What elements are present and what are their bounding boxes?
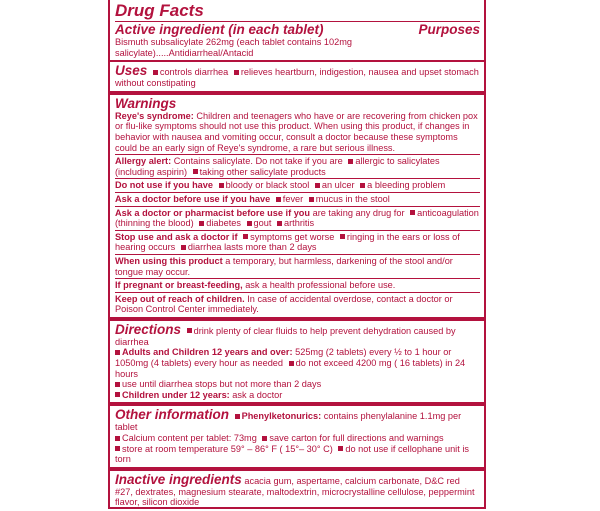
allergy-label: Allergy alert: <box>115 156 172 167</box>
inactive-ingredients-section <box>110 471 484 509</box>
when-using-text: a temporary, but harmless, darkening of the stool and/or tongue may occur. <box>115 255 453 277</box>
drug-facts-panel <box>108 0 486 509</box>
stop-use-item: symptoms get worse <box>250 231 335 242</box>
directions-section <box>110 321 484 407</box>
bullet-icon <box>115 392 120 397</box>
do-not-use <box>115 178 480 191</box>
bullet-icon <box>276 197 281 202</box>
adults-text: 525mg (2 tablets) every ½ to 1 hour or 1050mg (4 tablets) every hour as needed <box>115 347 452 369</box>
when-using-label: When using this product <box>115 255 223 266</box>
bullet-icon <box>243 234 248 239</box>
bullet-icon <box>247 221 252 226</box>
do-not-use-item: a bleeding problem <box>367 180 446 191</box>
directions-heading: Directions <box>115 321 182 337</box>
storage-text: store at room temperature 59° – 86° F ( 15°– 30° C) <box>122 443 333 454</box>
storage-line <box>115 444 480 465</box>
ask-pharmacist-item: diabetes <box>206 218 241 229</box>
reye-text: Children and teenagers who have or are recovering from chicken pox or flu-like symptoms should not use this product. When using this product, if changes in behavior with nausea and vomiting occur, consult a doctor because these symptoms could be an early sign of Reye's syndrome, a rare but serious illness. <box>115 110 478 153</box>
keep-out-label: Keep out of reach of children. <box>115 293 245 304</box>
other-information-heading: Other information <box>115 407 229 423</box>
pku-label: Phenylketonurics: <box>241 411 322 422</box>
save-carton-text: save carton for full directions and warnings <box>269 433 444 444</box>
uses-heading: Uses <box>115 63 148 79</box>
bullet-icon <box>153 70 158 75</box>
bullet-icon <box>338 446 343 451</box>
bullet-icon <box>309 197 314 202</box>
bullet-icon <box>410 210 415 215</box>
stop-use-item: diarrhea lasts more than 2 days <box>187 242 317 253</box>
uses-section <box>110 62 484 95</box>
children-text: ask a doctor <box>232 389 283 400</box>
keep-out-of-reach <box>115 292 480 315</box>
purposes-heading: Purposes <box>418 22 480 37</box>
bullet-icon <box>187 328 192 333</box>
pregnancy-label: If pregnant or breast-feeding, <box>115 280 243 291</box>
adults-label: Adults and Children 12 years and over: <box>122 347 293 358</box>
ask-doctor-item: fever <box>282 193 304 204</box>
when-using <box>115 254 480 277</box>
allergy-text: Contains salicylate. Do not take if you are <box>173 156 343 167</box>
active-ingredient-heading: Active ingredient (in each tablet) <box>115 22 324 37</box>
title-section <box>110 0 484 62</box>
inactive-ingredients-heading: Inactive ingredients <box>115 471 242 487</box>
ask-pharmacist-item: arthritis <box>284 218 315 229</box>
ask-doctor-label: Ask a doctor before use if you have <box>115 193 271 204</box>
drug-facts-title: Drug Facts <box>115 1 204 20</box>
bullet-icon <box>234 70 239 75</box>
bullet-icon <box>219 183 224 188</box>
stop-use-label: Stop use and ask a doctor if <box>115 231 238 242</box>
ask-pharmacist-label: Ask a doctor or pharmacist before use if you <box>115 207 311 218</box>
reye-label: Reye's syndrome: <box>115 110 194 121</box>
ask-pharmacist-item: gout <box>253 218 272 229</box>
warnings-section <box>110 95 484 321</box>
until-directions <box>115 379 480 390</box>
bullet-icon <box>262 436 267 441</box>
warnings-heading: Warnings <box>115 95 177 111</box>
other-information-section <box>110 406 484 470</box>
bullet-icon <box>181 245 186 250</box>
bullet-icon <box>289 361 294 366</box>
do-not-use-item: bloody or black stool <box>225 180 310 191</box>
adults-directions <box>115 347 480 379</box>
directions-intro: drink plenty of clear fluids to help prevent dehydration caused by diarrhea <box>115 325 456 347</box>
pregnancy-text: ask a health professional before use. <box>245 280 396 291</box>
calcium-line <box>115 433 480 444</box>
children-directions <box>115 390 480 401</box>
ask-doctor <box>115 192 480 205</box>
bullet-icon <box>235 414 240 419</box>
max-dose-text: do not exceed 4200 mg ( 16 tablets) in 24 hours <box>115 358 466 379</box>
do-not-use-label: Do not use if you have <box>115 180 214 191</box>
allergy-item: taking other salicylate products <box>199 166 326 177</box>
children-label: Children under 12 years: <box>122 389 230 400</box>
pku-text: contains phenylalanine 1.1mg per tablet <box>115 411 462 433</box>
keep-out-text: In case of accidental overdose, contact a doctor or Poison Control Center immediately. <box>115 293 453 315</box>
do-not-use-item: an ulcer <box>321 180 355 191</box>
bullet-icon <box>348 159 353 164</box>
bullet-icon <box>193 169 198 174</box>
allergy-item: allergic to salicylates (including aspirin) <box>115 156 440 177</box>
bullet-icon <box>199 221 204 226</box>
bullet-icon <box>115 446 120 451</box>
until-text: use until diarrhea stops but not more than 2 days <box>122 379 322 390</box>
bullet-icon <box>277 221 282 226</box>
uses-item: controls diarrhea <box>159 67 229 78</box>
bullet-icon <box>315 183 320 188</box>
active-ingredient-header <box>115 21 480 37</box>
bullet-icon <box>115 436 120 441</box>
inactive-ingredients-text: acacia gum, aspertame, calcium carbonate, D&C red #27, dextrates, magnesium stearate, maltodextrin, microcrystalline cellulose, peppermint flavor, silicon dioxide <box>115 475 475 508</box>
stop-use <box>115 230 480 253</box>
seal-text: do not use if cellophane unit is torn <box>115 443 469 465</box>
ask-doctor-item: mucus in the stool <box>315 193 390 204</box>
bullet-icon <box>360 183 365 188</box>
ask-pharmacist-text: are taking any drug for <box>312 207 405 218</box>
uses-item: relieves heartburn, indigestion, nausea and upset stomach without constipating <box>115 67 479 89</box>
reye-warning <box>115 111 480 153</box>
allergy-alert <box>115 154 480 177</box>
pregnancy-warning <box>115 278 480 291</box>
ask-pharmacist-item: anticoagulation (thinning the blood) <box>115 207 479 229</box>
bullet-icon <box>340 234 345 239</box>
active-ingredient-line: Bismuth subsalicylate 262mg (each tablet contains 102mg salicylate).....Antidiarrheal/Antacid <box>115 37 352 58</box>
bullet-icon <box>115 350 120 355</box>
stop-use-item: ringing in the ears or loss of hearing occurs <box>115 231 460 253</box>
ask-pharmacist <box>115 206 480 229</box>
bullet-icon <box>115 382 120 387</box>
calcium-text: Calcium content per tablet: 73mg <box>122 433 257 444</box>
